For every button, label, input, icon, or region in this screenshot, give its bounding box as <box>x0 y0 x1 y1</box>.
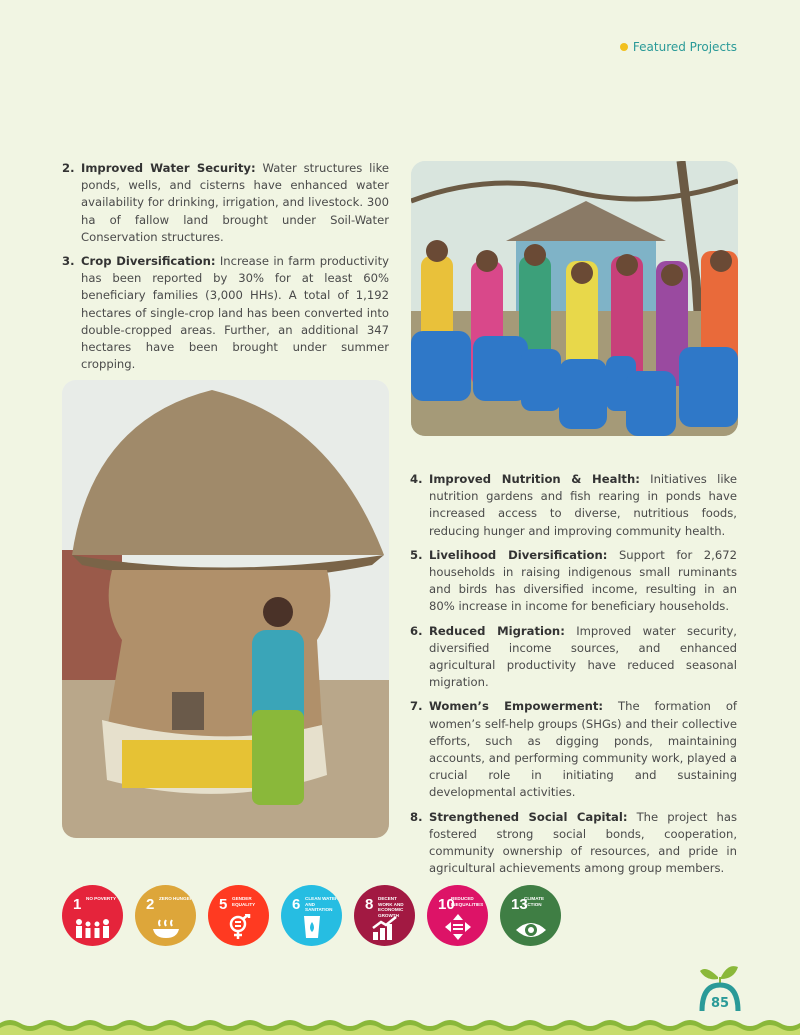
item-text: The formation of women’s self-help groups (SHGs) and their collective efforts, such as digging ponds, maintaining accounts, and performing community work, played a crucial role in initiating and sustaining developmental activities. <box>429 699 738 800</box>
sdg-label: GENDER EQUALITY <box>232 896 256 907</box>
bowl-icon <box>151 918 181 940</box>
item-number: 7. <box>410 699 423 714</box>
outcomes-list-right <box>410 471 737 884</box>
item-number: 6. <box>410 623 423 638</box>
item-body <box>429 623 737 692</box>
item-body <box>81 160 389 246</box>
item-number: 5. <box>410 547 423 562</box>
item-title: Improved Water Security: <box>81 161 256 175</box>
item-title: Women’s Empowerment: <box>429 699 604 714</box>
item-number: 8. <box>410 809 423 824</box>
water-drop-icon <box>300 914 324 940</box>
item-number: 2. <box>62 161 75 175</box>
sdg-badge <box>500 885 561 946</box>
sdg-badge <box>354 885 415 946</box>
sdg-badge <box>427 885 488 946</box>
item-title: Livelihood Diversification: <box>429 547 608 562</box>
section-tag <box>620 40 737 54</box>
growth-chart-icon <box>371 916 399 940</box>
photo-women-illustration <box>411 161 738 436</box>
photo-thatched-storage-hut <box>62 380 389 838</box>
list-item <box>410 547 737 616</box>
item-number: 4. <box>410 472 423 486</box>
item-text: Support for 2,672 households in raising indigenous small ruminants and birds has diversified income, resulting in an 80% increase in income for beneficiary households. <box>429 547 737 614</box>
sdg-label: ZERO HUNGER <box>159 896 193 901</box>
item-text: Improved water security, diversified income sources, and enhanced agricultural productivity have reduced seasonal migration. <box>429 623 737 690</box>
sdg-number: 1 <box>73 896 82 913</box>
item-title: Strengthened Social Capital: <box>429 809 628 824</box>
sdg-badge <box>135 885 196 946</box>
list-item <box>410 809 737 878</box>
list-item <box>62 160 389 246</box>
item-title: Reduced Migration: <box>429 623 565 638</box>
footer-wave-decoration <box>0 1013 800 1035</box>
sdg-number: 13 <box>511 896 528 913</box>
item-body <box>429 471 737 540</box>
list-item <box>410 698 737 801</box>
sdg-badge <box>62 885 123 946</box>
list-item <box>62 253 389 373</box>
photo-hut-illustration <box>62 380 389 838</box>
list-item <box>410 471 737 540</box>
sdg-number: 5 <box>219 896 228 913</box>
sdg-number: 2 <box>146 896 155 913</box>
item-body <box>429 698 737 801</box>
item-text: The project has fostered strong social bonds, cooperation, community ownership of resources, and pride in agricultural achievements among group members. <box>429 809 737 876</box>
sdg-badge <box>281 885 342 946</box>
bullet-dot-icon <box>620 43 628 51</box>
item-body <box>429 547 737 616</box>
item-text: Water structures like ponds, wells, and cisterns have enhanced water availability for drinking, irrigation, and livestock. 300 ha of fallow land brought under Soil-Water Conservation structures. <box>81 161 390 244</box>
item-number: 3. <box>62 254 75 269</box>
gender-icon <box>226 914 252 940</box>
outcomes-list-left <box>62 160 389 380</box>
family-icon <box>75 918 111 940</box>
item-text: Increase in farm productivity has been reported by 30% for at least 60% beneficiary families (3,000 HHs). A total of 1,192 hectares of single-crop land has been converted into double-cropped areas. Further, an additional 347 hectares have been brought under summer cropping. <box>81 254 389 372</box>
sdg-label: CLEAN WATER AND SANITATION <box>305 896 339 912</box>
sdg-label: NO POVERTY <box>86 896 117 901</box>
sdg-badges <box>62 885 561 946</box>
sdg-label: DECENT WORK AND ECONOMIC GROWTH <box>378 896 404 918</box>
list-item <box>410 623 737 692</box>
item-text: Initiatives like nutrition gardens and fish rearing in ponds have increased access to diverse, nutritious foods, reducing hunger and improving community health. <box>429 472 737 538</box>
sdg-number: 10 <box>438 896 455 913</box>
section-label: Featured Projects <box>632 40 737 54</box>
eye-globe-icon <box>515 920 547 940</box>
item-body <box>429 809 737 878</box>
item-title: Crop Diversification: <box>81 254 216 269</box>
sdg-number: 8 <box>365 896 374 913</box>
item-title: Improved Nutrition & Health: <box>429 472 640 486</box>
sdg-number: 6 <box>292 896 301 913</box>
page-number: 85 <box>710 996 730 1011</box>
sdg-label: REDUCED INEQUALITIES <box>451 896 484 907</box>
equality-arrows-icon <box>445 914 471 940</box>
sdg-label: CLIMATE ACTION <box>524 896 545 907</box>
sdg-badge <box>208 885 269 946</box>
item-body <box>81 253 389 373</box>
photo-women-with-containers <box>411 161 738 436</box>
